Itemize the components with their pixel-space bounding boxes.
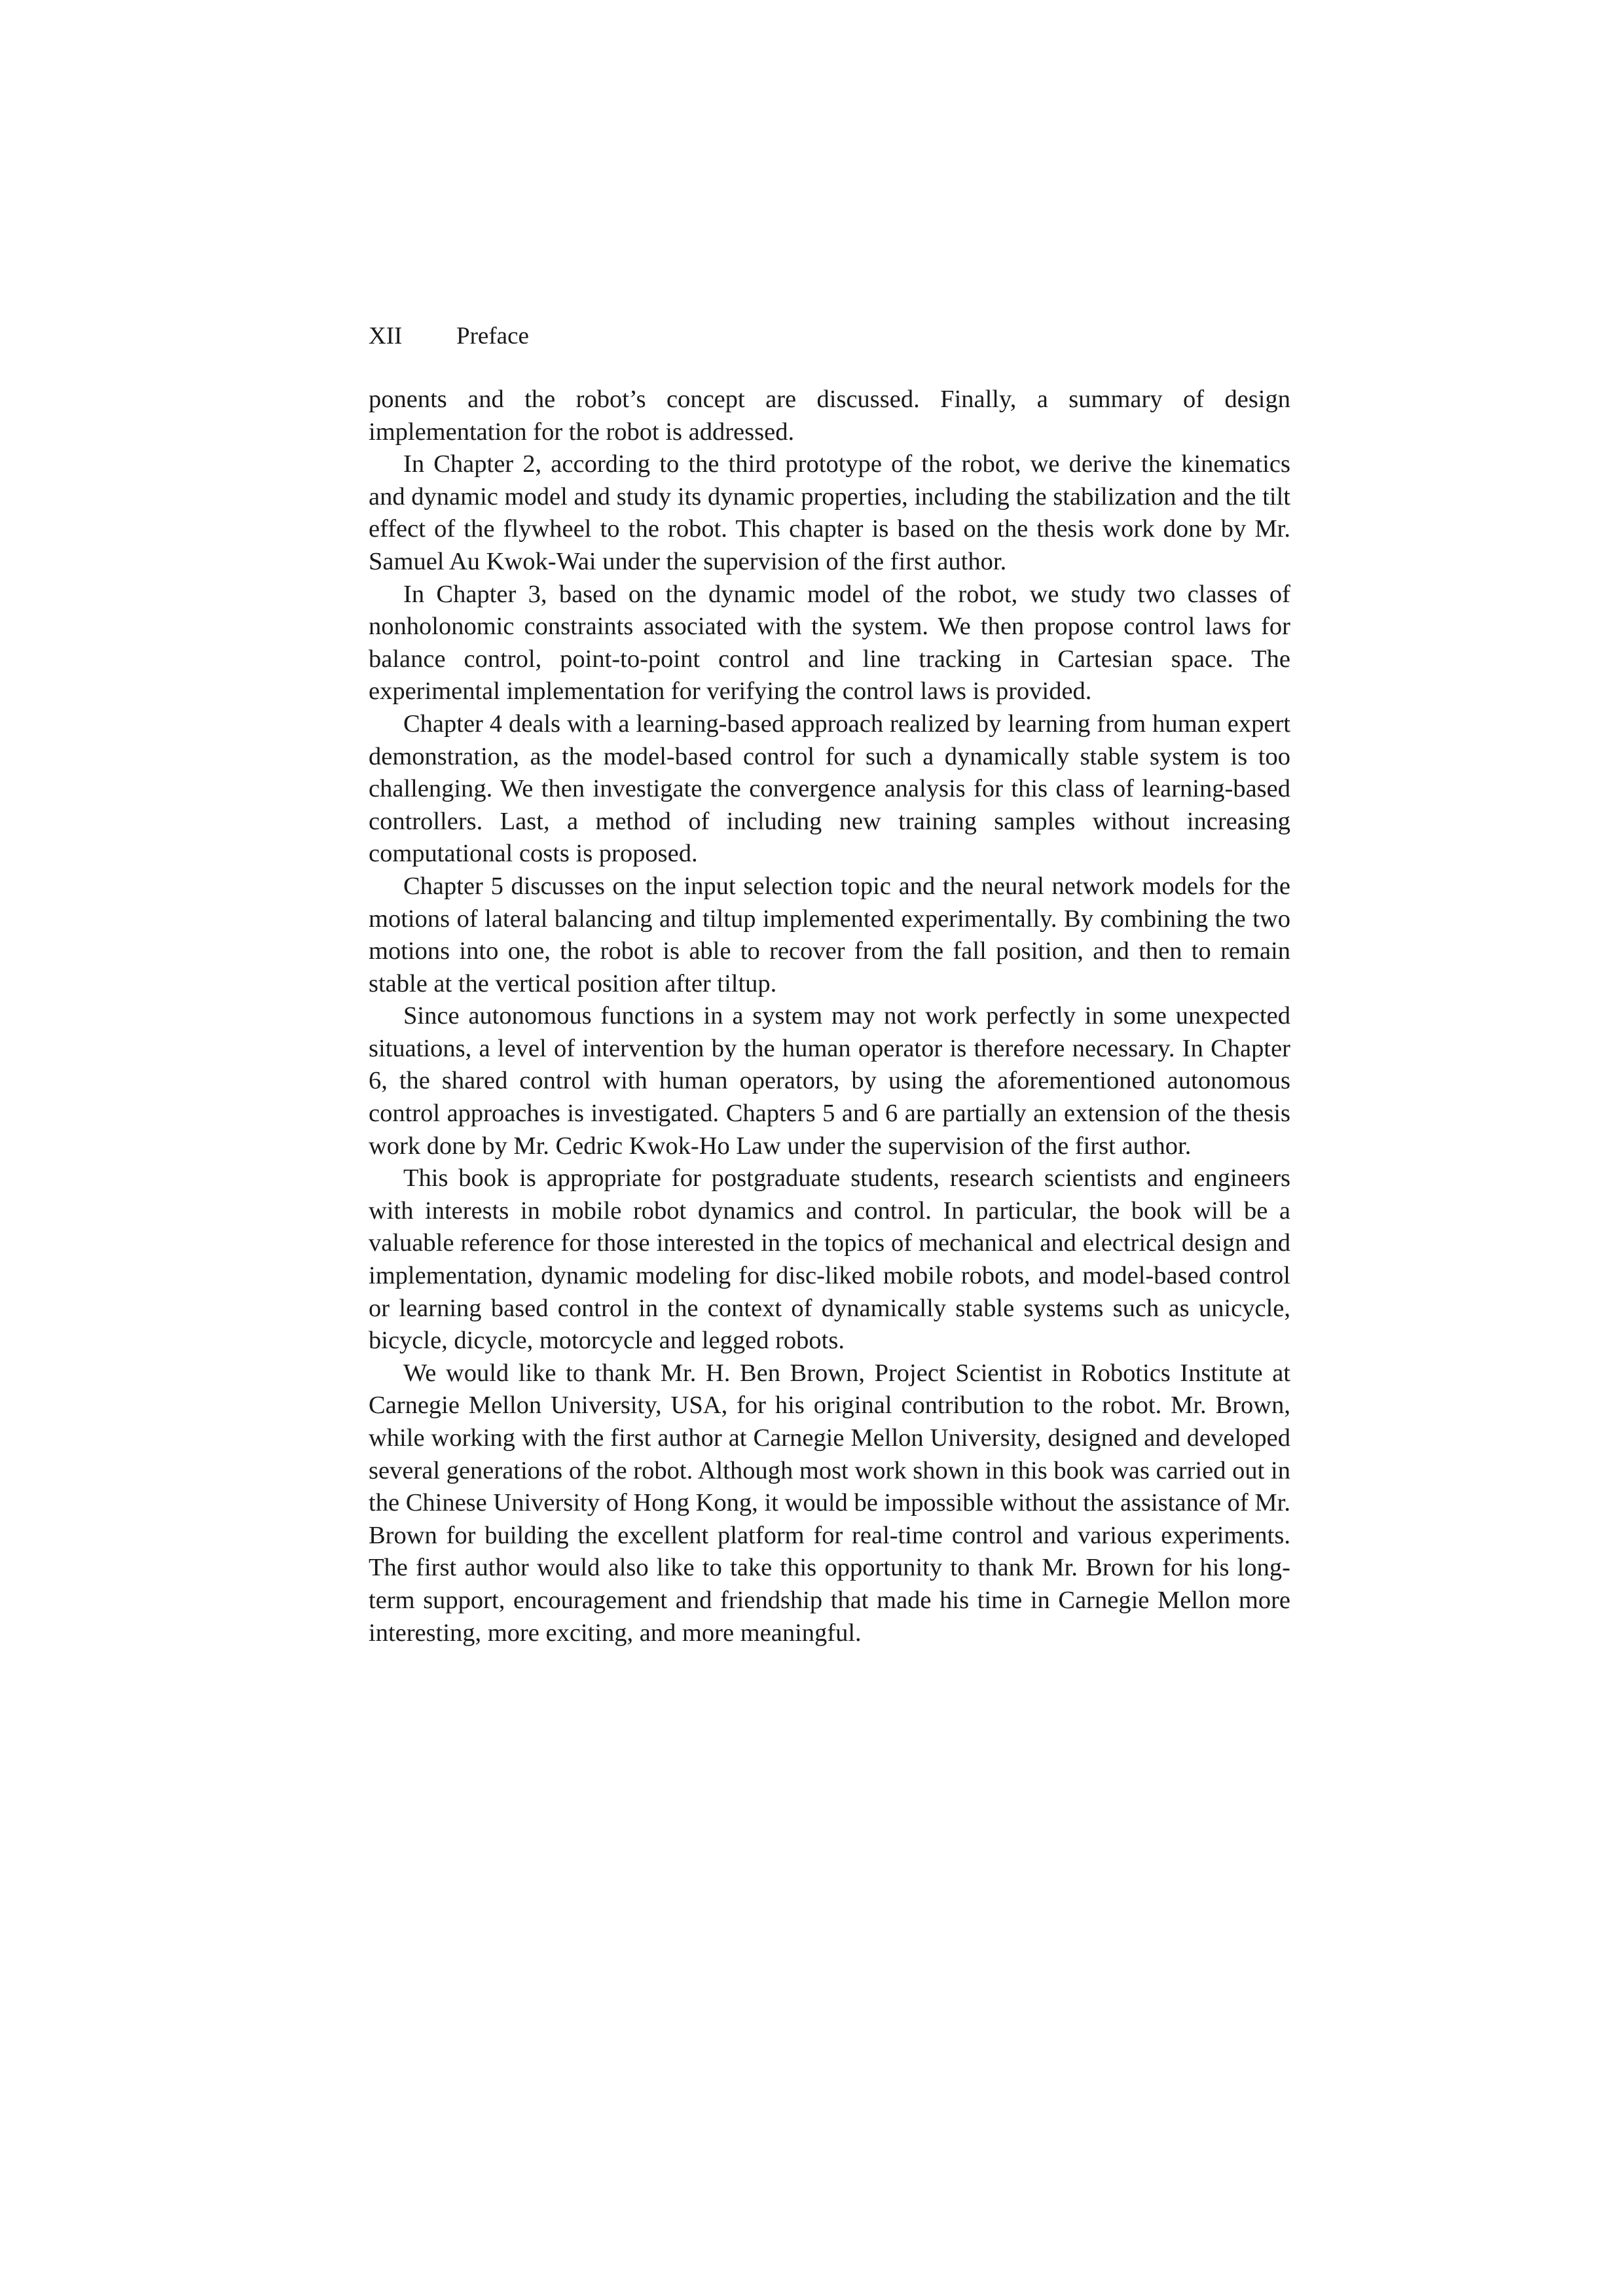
paragraph-chapter-6: Since autonomous functions in a system may not work perfectly in some unexpected situations, a level of intervention by the human operator is therefore necessary. In Chapter 6, the shared control with human operators, by using the aforementioned autonomous control approaches is investigated. Chapters 5 and 6 are partially an extension of the thesis work done by Mr. Cedric Kwok-Ho Law under the supervision of the first author. — [369, 1002, 1290, 1160]
paragraph-chapter-5: Chapter 5 discusses on the input selection topic and the neural network models for the motions of lateral balancing and tiltup implemented experimentally. By combining the two motions into one, the robot is able to recover from the fall position, and then to remain stable at the vertical position after tiltup. — [369, 872, 1290, 997]
paragraph-chapter-2: In Chapter 2, according to the third prototype of the robot, we derive the kinematics and dynamic model and study its dynamic properties, including the stabilization and the tilt effect of the flywheel to the robot. This chapter is based on the thesis work done by Mr. Samuel Au Kwok-Wai under the supervision of the first author. — [369, 450, 1290, 575]
body-text — [369, 384, 1290, 1649]
paragraph-audience: This book is appropriate for postgraduate students, research scientists and engineers with interests in mobile robot dynamics and control. In particular, the book will be a valuable reference for those interested in the topics of mechanical and electrical design and implementation, dynamic modeling for disc-liked mobile robots, and model-based control or learning based control in the context of dynamically stable systems such as unicycle, bicycle, dicycle, motorcycle and legged robots. — [369, 1164, 1290, 1355]
page-number: XII — [369, 323, 403, 350]
section-title: Preface — [456, 323, 529, 350]
running-header — [369, 319, 529, 353]
paragraph-chapter-4: Chapter 4 deals with a learning-based approach realized by learning from human expert demonstration, as the model-based control for such a dynamically stable system is too challenging. We then investigate the convergence analysis for this class of learning-based controllers. Last, a method of including new training samples without increasing computational costs is proposed. — [369, 709, 1290, 868]
paragraph-continued: ponents and the robot’s concept are discussed. Finally, a summary of design implementation for the robot is addressed. — [369, 386, 1290, 446]
paragraph-acknowledgements: We would like to thank Mr. H. Ben Brown, Project Scientist in Robotics Institute at Carnegie Mellon University, USA, for his original contribution to the robot. Mr. Brown, while working with the first author at Carnegie Mellon University, designed and developed several generations of the robot. Although most work shown in this book was carried out in the Chinese University of Hong Kong, it would be impossible without the assistance of Mr. Brown for building the excellent platform for real-time control and various experiments. The first author would also like to take this opportunity to thank Mr. Brown for his long-term support, encouragement and friendship that made his time in Carnegie Mellon more interesting, more exciting, and more meaningful. — [369, 1359, 1290, 1647]
paragraph-chapter-3: In Chapter 3, based on the dynamic model of the robot, we study two classes of nonholonomic constraints associated with the system. We then propose control laws for balance control, point-to-point control and line tracking in Cartesian space. The experimental implementation for verifying the control laws is provided. — [369, 580, 1290, 706]
